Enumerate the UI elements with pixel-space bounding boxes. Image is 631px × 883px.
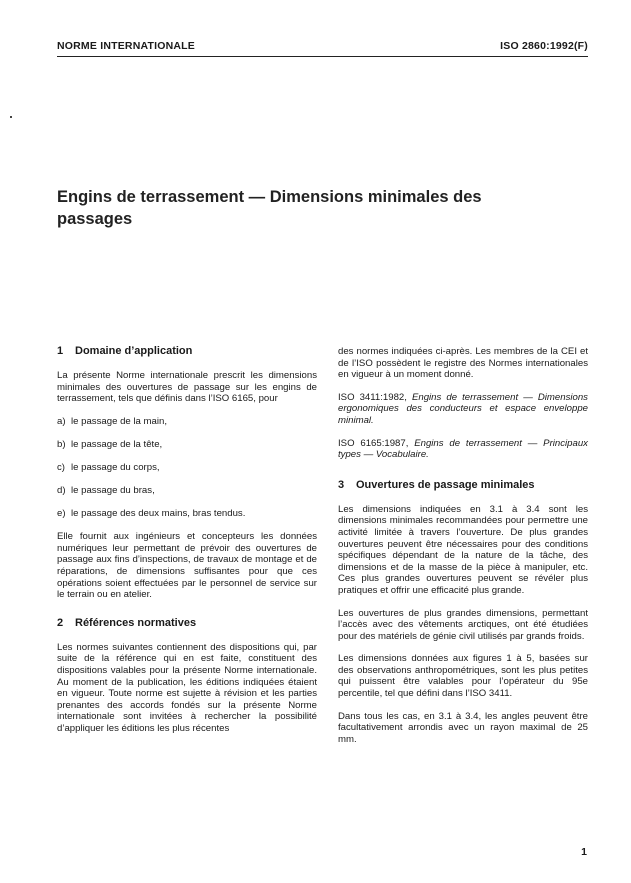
section-3-number: 3 [338, 478, 345, 491]
list-marker: d) [57, 485, 66, 497]
section-1-heading [57, 345, 317, 358]
list-text: le passage du corps, [71, 461, 160, 473]
normative-reference [338, 392, 588, 427]
section-3-paragraph: Les dimensions indiquées en 3.1 à 3.4 sont les dimensions minimales recommandées pour permettre une activité limitée à travers l’ouverture. De plus grandes ouvertures peuvent être nécessaires pour des conditions spécifiques dépendant de la nature de la tâche, des dimensions et de la masse de la pièce à manipuler, etc. Ces plus grandes ouvertures peuvent se révéler plus pratiques et offrir une efficacité plus grande. [338, 503, 588, 596]
section-2-paragraph: Les normes suivantes contiennent des dispositions qui, par suite de la référence qui en est faite, constituent des dispositions valables pour la présente Norme internationale. Au moment de la publication, les éditions indiquées étaient en vigueur. Toute norme est sujette à révision et les parties prenantes des accords fondés sur la présente Norme internationale sont invitées à rechercher la possibilité d’appliquer les éditions les plus récentes [57, 641, 317, 734]
document-title: Engins de terrassement — Dimensions minimales des passages [57, 188, 482, 228]
section-3-paragraph: Les dimensions données aux figures 1 à 5, basées sur des observations anthropométriques, sont les plus petites qui puissent être valables pour l’opérateur du 95e percentile, tel que défini dans l’ISO 3411. [338, 653, 588, 700]
list-marker: e) [57, 508, 66, 520]
header-standard-type: NORME INTERNATIONALE [57, 40, 195, 52]
header-rule [57, 56, 588, 57]
scan-speck [10, 116, 12, 118]
header-standard-number: ISO 2860:1992(F) [500, 40, 588, 52]
list-text: le passage de la main, [71, 415, 167, 427]
section-2-title: Références normatives [75, 616, 197, 629]
list-text: le passage des deux mains, bras tendus. [71, 508, 246, 520]
section-3-heading [338, 479, 588, 492]
right-column [338, 346, 588, 756]
section-1-intro: La présente Norme internationale prescrit les dimensions minimales des ouvertures de passage sur les engins de terrassement, tels que définis dans l’ISO 6165, pour [57, 370, 317, 405]
reference-code: ISO 3411:1982, [338, 391, 407, 403]
list-item [57, 416, 317, 428]
list-item [57, 508, 317, 520]
running-header [57, 38, 588, 54]
reference-title: Engins de terrassement — Principaux types — Vocabulaire. [338, 437, 588, 461]
list-marker: a) [57, 415, 66, 427]
section-1-purpose: Elle fournit aux ingénieurs et concepteurs les données numériques leur permettant de prévoir des ouvertures de passage aux fins d’inspections, de travaux de montage et de réparations, de dimensions suffisantes pour que ces opérations soient effectuées par le personnel de service sur le terrain ou en atelier. [57, 531, 317, 601]
section-1-number: 1 [57, 345, 64, 357]
list-item [57, 462, 317, 474]
list-item [57, 439, 317, 451]
section-3-title: Ouvertures de passage minimales [356, 478, 535, 491]
section-3-paragraph: Les ouvertures de plus grandes dimensions, permettant l’accès avec des vêtements arctiques, ont été étudiées pour des matériels de génie civil utilisés par grands froids. [338, 607, 588, 642]
list-marker: c) [57, 461, 65, 473]
reference-code: ISO 6165:1987, [338, 437, 409, 449]
section-1-title: Domaine d’application [75, 345, 193, 357]
left-column [57, 345, 317, 746]
list-marker: b) [57, 438, 66, 450]
reference-title: Engins de terrassement — Dimensions ergonomiques des conducteurs et espace enveloppe minimal. [338, 391, 588, 426]
section-3-paragraph: Dans tous les cas, en 3.1 à 3.4, les angles peuvent être facultativement arrondis avec un rayon maximal de 25 mm. [338, 710, 588, 745]
list-text: le passage de la tête, [71, 438, 163, 450]
section-2-paragraph-continued: des normes indiquées ci-après. Les membres de la CEI et de l’ISO possèdent le registre des Normes internationales en vigueur à un moment donné. [338, 346, 588, 381]
normative-reference [338, 438, 588, 461]
list-item [57, 485, 317, 497]
list-text: le passage du bras, [71, 485, 155, 497]
page-number: 1 [581, 846, 587, 858]
section-2-number: 2 [57, 616, 64, 629]
section-2-heading [57, 617, 317, 630]
